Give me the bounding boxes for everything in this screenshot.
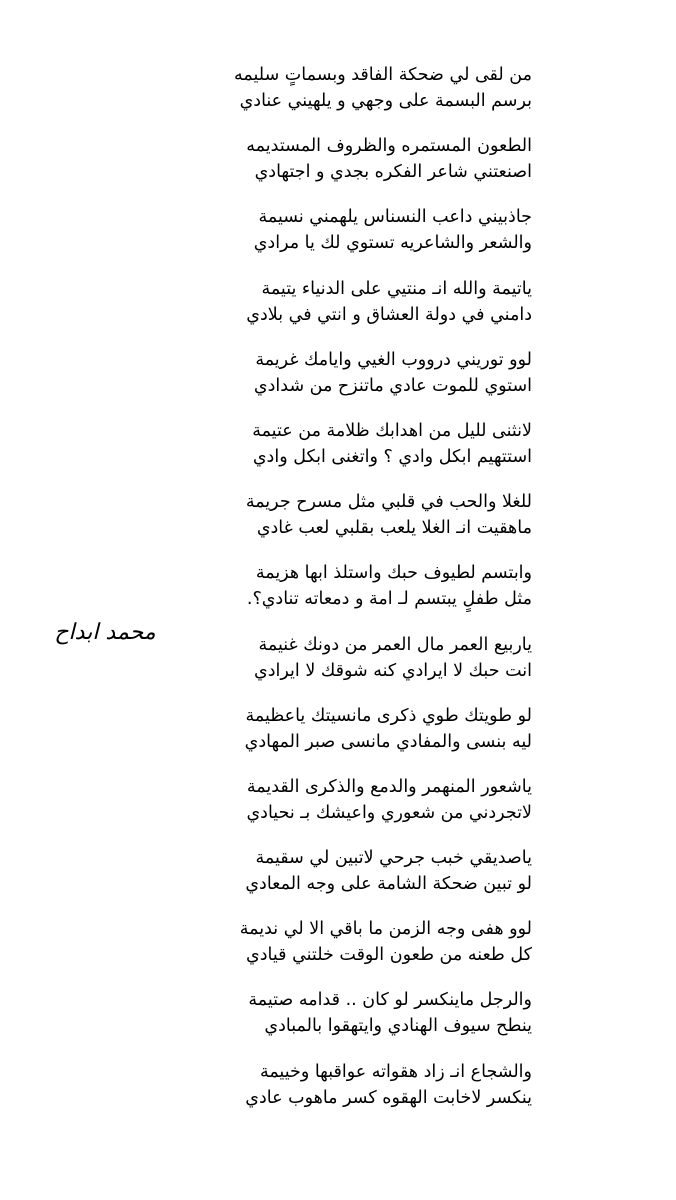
poem-line: ياتيمة والله انـ منتيي على الدنياء يتيمة [261, 278, 532, 299]
poem-line: والرجل ماينكسر لو كان .. قدامه صتيمة [248, 990, 532, 1011]
poem-line: ينكسر لاخابت الهقوه كسر ماهوب عادي [245, 1087, 532, 1108]
poem-line: ليه بنسى والمفادي مانسى صبر المهادي [244, 731, 532, 752]
poem-line: ياربيع العمر مال العمر من دونك غنيمة [258, 634, 532, 655]
poem-line: للغلا والحب في قلبي مثل مسرح جريمة [245, 492, 532, 513]
stanza [160, 987, 532, 1058]
poem-line: لو تبين ضحكة الشامة على وجه المعادي [245, 874, 532, 895]
stanza [160, 703, 532, 774]
poem-line: ياصديقي خبب جرحي لاتبين لي سقيمة [255, 848, 532, 869]
poem-line: استوي للموت عادي ماتنزح من شدادي [253, 375, 532, 396]
stanza [160, 489, 532, 560]
poem-line: جاذبيني داعب النسناس يلهمني نسيمة [258, 207, 532, 228]
stanza [160, 204, 532, 275]
poem-line: لانثنى لليل من اهدابك ظلامة من عتيمة [252, 420, 532, 441]
poem-line: والشعر والشاعريه تستوي لك يا مرادي [253, 233, 532, 254]
poem-line: ياشعور المنهمر والدمع والذكرى القديمة [246, 776, 532, 797]
stanza [160, 276, 532, 347]
stanza [160, 1059, 532, 1130]
poem-line: كل طعنه من طعون الوقت خلتني قيادي [246, 945, 532, 966]
author-signature: محمد ابداح [54, 620, 156, 645]
poem-line: لوو توريني درووب الغيي وايامك غريمة [255, 349, 532, 370]
poem-line: لوو هفى وجه الزمن ما باقي الا لي نديمة [239, 919, 532, 940]
poem-body [160, 62, 532, 1130]
poem-line: من لقى لي ضحكة الفاقد وبسماتٍ سليمه [234, 65, 532, 85]
poem-line: استتهيم ابكل وادي ؟ واتغنى ابكل وادي [252, 446, 532, 467]
stanza [160, 133, 532, 204]
poem-line: دامني في دولة العشاق و انتي في بلادي [246, 304, 532, 325]
poem-line: مثل طفلٍ يبتسم لـ امة و دمعاته تنادي؟. [246, 589, 532, 610]
poem-line: لو طويتك طوي ذكرى مانسيتك ياعظيمة [245, 705, 532, 726]
poem-line: لاتجردني من شعوري واعيشك بـ نحيادي [246, 802, 532, 823]
poem-line: انت حبك لا ايرادي كنه شوقك لا ايرادي [254, 660, 532, 681]
stanza [160, 845, 532, 916]
poem-line: والشجاع انـ زاد هقواته عواقبها وخييمة [259, 1061, 532, 1082]
stanza [160, 347, 532, 418]
stanza [160, 418, 532, 489]
poem-line: اصنعتني شاعر الفكره بجدي و اجتهادي [254, 162, 532, 183]
poem-line: برسم البسمة على وجهي و يلهيني عنادي [239, 91, 532, 111]
poem-line: الطعون المستمره والظروف المستديمه [246, 136, 532, 157]
stanza [160, 62, 532, 133]
stanza [160, 632, 532, 703]
poem-line: ينطح سيوف الهنادي وايتهقوا بالمبادي [264, 1016, 532, 1037]
stanza [160, 560, 532, 631]
poem-line: ماهقيت انـ الغلا يلعب بقلبي لعب غادي [256, 518, 532, 539]
stanza [160, 774, 532, 845]
stanza [160, 916, 532, 987]
poem-line: وابتسم لطيوف حبك واستلذ ابها هزيمة [255, 563, 532, 584]
